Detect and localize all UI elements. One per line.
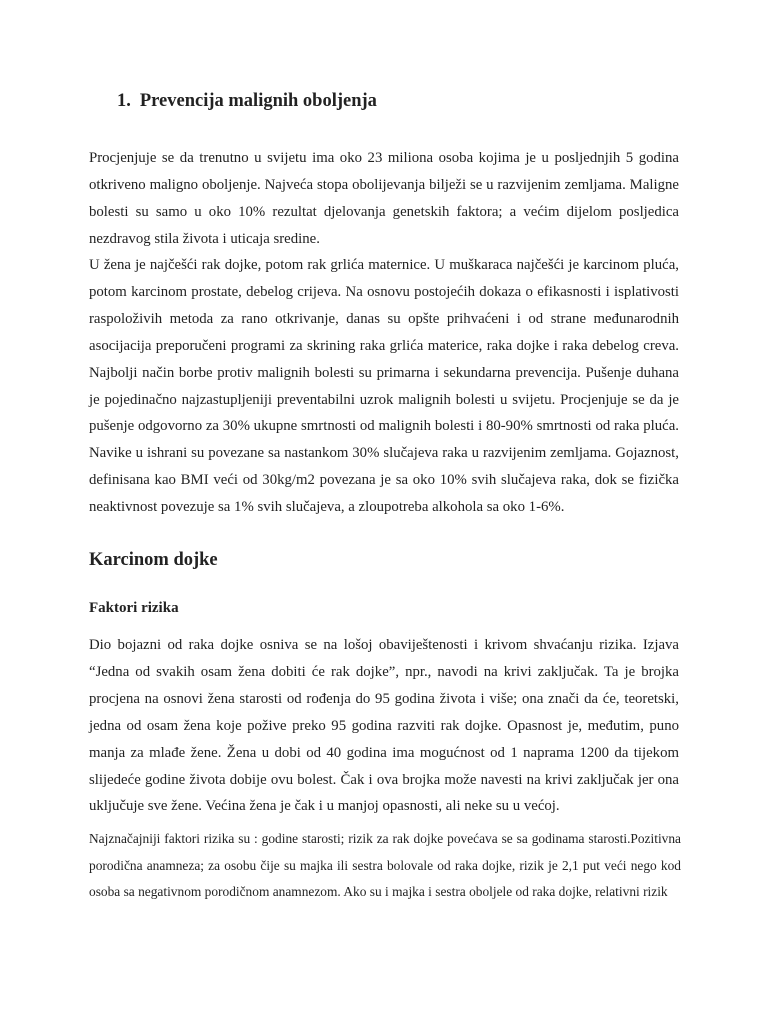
risk-factors-subheading: Faktori rizika	[89, 600, 179, 616]
section-2-paragraph-2: Najznačajniji faktori rizika su : godine starosti; rizik za rak dojke povećava se sa godinama starosti.Pozitivna porodična anamneza; za osobu čije su majka ili sestra bolovale od raka dojke, rizik je 2,1 put veći nego kod osoba sa negativnom porodičnom anamnezom. Ako su i majka i sestra oboljele od raka dojke, relativni rizik	[89, 831, 681, 900]
section-1-paragraph-2: U žena je najčešći rak dojke, potom rak grlića maternice. U muškaraca najčešći je karcinom pluća, potom karcinom prostate, debelog crijeva. Na osnovu postojećih dokaza o efikasnosti i isplativosti raspoloživih metoda za rano otkrivanje, danas su opšte prihvaćeni i od strane međunarodnih asocijacija preporučeni programi za skrining raka grlića materice, raka dojke i raka debelog creva. Najbolji način borbe protiv malignih bolesti su primarna i sekundarna prevencija. Pušenje duhana je pojedinačno najzastupljeniji preventabilni uzrok malignih bolesti u svijetu. Procjenjuje se da je pušenje odgovorno za 30% ukupne smrtnosti od malignih bolesti i 80-90% smrtnosti od raka pluća. Navike u ishrani su povezane sa nastankom 30% slučajeva raka u razvijenim zemljama. Gojaznost, definisana kao BMI veći od 30kg/m2 povezana je sa oko 10% svih slučajeva raka, dok se fizička neaktivnost povezuje sa 1% svih slučajeva, a zloupotreba alkohola sa oko 1-6%.	[89, 257, 679, 516]
section-1-number: 1.	[117, 91, 131, 111]
section-1-title: Prevencija malignih oboljenja	[139, 91, 377, 111]
section-2-paragraph-1: Dio bojazni od raka dojke osniva se na lošoj obaviještenosti i krivom shvaćanju rizika. Izjava “Jedna od svakih osam žena dobiti će rak dojke”, npr., navodi na krivi zaključak. Ta je brojka procjena na osnovi žena starosti od rođenja do 95 godina života i više; ona znači da će, teoretski, jedna od osam žena koje požive preko 95 godina razviti rak dojke. Opasnost je, međutim, puno manja za mlađe žene. Žena u dobi od 40 godina ima mogućnost od 1 naprama 1200 da tijekom slijedeće godine života dobije ovu bolest. Čak i ova brojka može navesti na krivi zaključak jer ona uključuje sve žene. Većina žena je čak i u manjoj opasnosti, ali neke su u većoj.	[89, 637, 679, 815]
section-1-heading	[117, 91, 377, 112]
section-2-heading: Karcinom dojke	[89, 550, 218, 570]
section-1-paragraph-1: Procjenjuje se da trenutno u svijetu ima oko 23 miliona osoba kojima je u posljednjih 5 godina otkriveno maligno oboljenje. Najveća stopa obolijevanja bilježi se u razvijenim zemljama. Maligne bolesti su samo u oko 10% rezultat djelovanja genetskih faktora; a većim dijelom posljedica nezdravog stila života i uticaja sredine.	[89, 150, 679, 247]
